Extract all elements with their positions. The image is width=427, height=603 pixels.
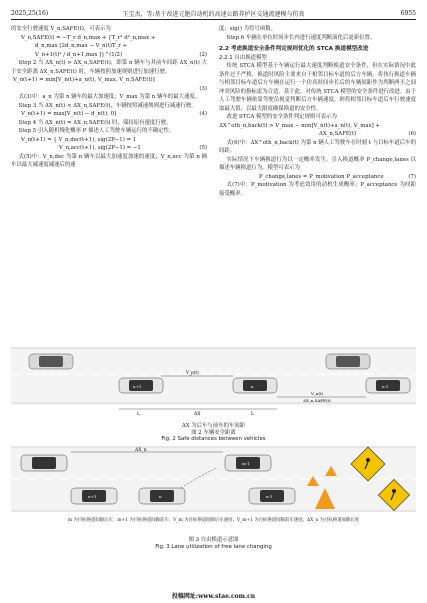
subsection-heading: 2.2.1 自由换道模型: [219, 54, 267, 61]
car-current-lane-2: [139, 488, 185, 504]
equation-6-line2: ΔX_n,SAFE(t) (6): [319, 131, 416, 137]
paragraph: 式(6)中：ΔX^oth_n,back(t) 为第 n 辆人工驾驶车在时刻 t 与目标车道后车的间距。: [219, 139, 416, 154]
footer-url: 投稿网址:www.stae.com.cn: [171, 593, 256, 600]
svg-text:m-1: m-1: [242, 461, 250, 466]
figure-3-caption-en: Fig. 3 Lane utilization of free lane changing: [155, 544, 272, 550]
step-3: Step 3 当 ΔX_n(t) < ΔX_n,SAFE(t)，车辆按照减速规则进行减速行驶。: [18, 102, 197, 109]
step-4: Step 4 当 ΔX_n(t) = ΔX_n,SAFE(t) 时，保持原有速度行驶。: [18, 119, 172, 126]
car-current-lane-3: [249, 488, 295, 504]
paragraph: 式(7)中：P_motivation 为考虑效用的动机生成概率；P_acceptance 为间距接受概率。: [219, 182, 416, 197]
equation-6-line1: ΔX^oth_n,back(t) > V_max − min[V_n(t)+a_n(t), V_max] +: [219, 122, 381, 129]
car-target-lane-front: [225, 455, 271, 471]
svg-text:n+1: n+1: [133, 384, 142, 389]
svg-text:n: n: [251, 384, 254, 389]
header-title: 王宝杰，等:基于改进元胞自动机的高速公路养护区交通流建模与仿真: [122, 10, 305, 18]
step-5: Step 5 引入随机慢化概率 P 描述人工驾驶车辆运行的不确定性。: [18, 128, 175, 134]
figure-3-legend: m 为目标换道间隙后车；m+1 为目标换道间隙前车；V_m 为目标换道间隙后车速度；V_m+1 为目标换道间隙前车速度；ΔX_n 为目标换道间隙长度: [67, 518, 360, 523]
equation-3-number: (3): [199, 85, 207, 92]
left-column: [11, 25, 207, 170]
paragraph: 式(5)中：V_n,dec 为第 n 辆车以最大加速度加速的速度；V_n,acc 为第 n 辆车以最大减速度减速后的速: [11, 153, 207, 168]
dim-L-right: L: [251, 412, 254, 417]
figure-3-caption: 图 3 自由换道示意图: [188, 537, 239, 543]
figure-2-caption-en: Fig. 2 Safe distances between vehicles: [161, 436, 266, 442]
equation-7: P_change,lanes = P_motivation P_acceptance (7): [259, 173, 416, 180]
header-page: 6955: [400, 9, 416, 17]
car-n: [233, 378, 277, 393]
car-upper-left: [29, 354, 73, 369]
equation-2-line3: V_n+1(t)² / d_n+1,max ]}^(1/2) (2): [35, 51, 207, 58]
running-header: [11, 7, 416, 20]
car-current-lane-1: [71, 488, 117, 504]
paragraph: 度；sig() 为符号函数。: [219, 26, 276, 32]
paragraph: 的安全行驶速度 V_n,SAFE(t)，可表示为: [11, 26, 111, 32]
figure-2-caption: 图 2 车辆安全距离: [191, 430, 236, 436]
equation-2-line1: V_n,SAFE(t) = −T_r d_n,max + {T_r² d²_n,max +: [21, 34, 156, 41]
step-6: Step 6 车辆在单位时间步长内进行速度判断演化后更新位置。: [226, 34, 376, 41]
paragraph: 实际情况下车辆换道行为以一定概率发生，引入换道概率 P_change,lanes 以描述车辆换道行为，模型可表示为: [219, 156, 416, 171]
dim-label-bottom-2: ΔX_n,SAFE(t): [303, 398, 331, 403]
equation-4: V_n(t+1) = max[V_n(t) − d_n(t), 0] (4): [21, 111, 207, 117]
dim-L-left: L: [137, 412, 140, 417]
dim-label-bottom: V_n(t): [311, 391, 324, 396]
header-issue: 2025,25(16): [11, 9, 49, 17]
car-n-minus-1: [366, 378, 410, 393]
step-2: Step 2 当 ΔX_n(t) > ΔX_n,SAFE(t)，即第 n 辆车与其前车间距 ΔX_n(t) 大于安全距离 ΔX_n,SAFE(t) 时，车辆按照加速规则进行加速行驶。: [11, 60, 207, 75]
svg-text:n-1: n-1: [266, 494, 273, 499]
figure-2-dimensions: [11, 405, 416, 417]
svg-text:n+1: n+1: [88, 494, 97, 499]
gap-dim-label: ΔX_n: [135, 448, 147, 453]
car-upper-right: [326, 354, 370, 369]
equation-5-line2: V_n,acc(t+1), sig(2P−1) = −1 (5): [59, 145, 207, 151]
figure-2-note: ΔX 为后车与前车的车间距: [181, 423, 246, 429]
section-heading: 2.2 考虑换道安全条件判定规则优化的 STCA 换道模型改进: [219, 46, 369, 52]
paragraph: 改进 STCA 模型的安全条件判定规则可表示为: [226, 114, 337, 120]
equation-3: V_n(t+1) = min[V_n(t)+a_n(t), V_max, V_n,SAFE(t)]: [13, 77, 155, 83]
paragraph: 传统 STCA 模型基于车辆运行最大速度判断换道安全条件，但在实际情况中此条件过于严格，换道时风险主要来自于相邻目标车道的后方车辆，将执行换道车辆与相邻目标车道后方车辆在运行一个仿真时间步长后的车辆间距作为判断两不之间冲突风险的指标更为合适。基于此，对传统 STCA 模型的安全条件进行改进。由于人工驾驶车辆依靠驾驶员视觉判断后方车辆速度，则将相邻目标车道后车行驶速度取最大值，以最大限度确保换道的安全性。: [219, 63, 416, 112]
paragraph: 式(3)中：a_n 为第 n 辆车的最大加速度；V_max 为第 n 辆车的最大速度。: [18, 94, 201, 100]
right-column: [219, 25, 416, 198]
svg-text:n: n: [159, 494, 162, 499]
equation-2-line2: d_n,max [2d_n,max − V_n(t)T_r +: [35, 43, 128, 49]
car-target-lane-rear: [21, 455, 67, 471]
car-n-plus-1: [119, 378, 163, 393]
dim-delta-x: ΔX: [194, 412, 201, 417]
figure-3-diagram: [11, 446, 416, 512]
figure-2-diagram: [11, 347, 416, 405]
equation-5-line1: V_n(t+1) = { V_n,dec(t+1), sig(2P−1) = 1: [21, 136, 137, 143]
dim-label-top: V_p(t): [186, 370, 199, 375]
svg-text:n-1: n-1: [382, 384, 389, 389]
